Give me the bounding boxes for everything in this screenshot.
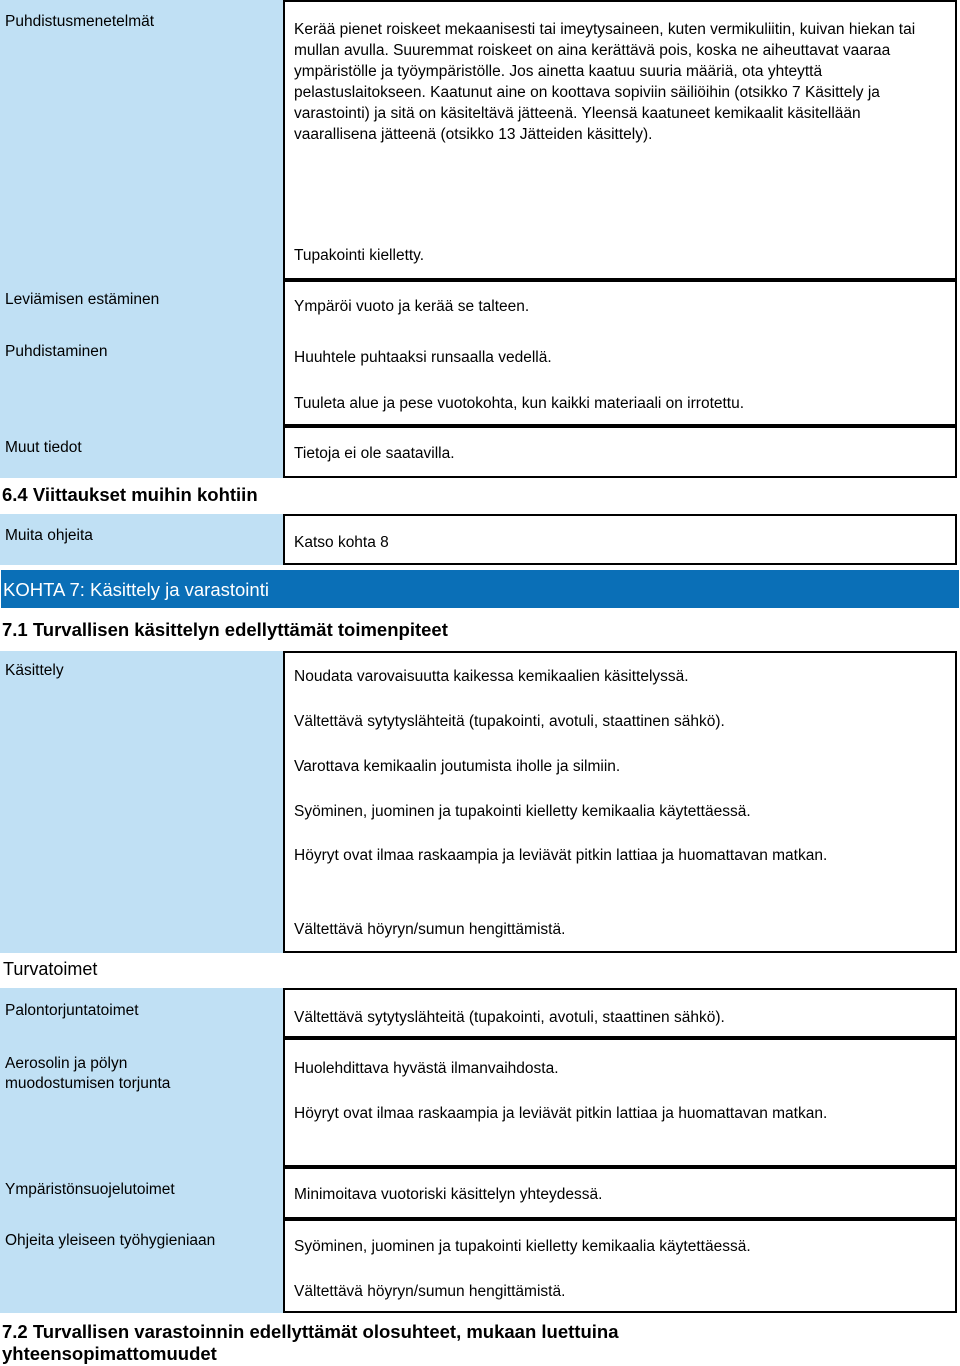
cleaning-text-1: Huuhtele puhtaaksi runsaalla vedellä. [294, 349, 552, 366]
section-7-2-heading: 7.2 Turvallisen varastoinnin edellyttämät olosuhteet, mukaan luettuina yhteensopimattomuudet [2, 1321, 619, 1364]
handling-item: Höyryt ovat ilmaa raskaampia ja leviävät pitkin lattiaa ja huomattavan matkan. [294, 847, 828, 864]
handling-item: Syöminen, juominen ja tupakointi kielletty kemikaalia käytettäessä. [294, 803, 751, 820]
no-smoking-text: Tupakointi kielletty. [294, 247, 425, 264]
other-info-label-cell [0, 426, 283, 478]
aerosol-label: Aerosolin ja pölyn muodostumisen torjunta [5, 1055, 171, 1092]
protective-measures-heading: Turvatoimet [3, 959, 98, 979]
containment-text: Ympäröi vuoto ja kerää se talteen. [294, 298, 530, 315]
fire-label: Palontorjuntatoimet [5, 1002, 139, 1019]
hygiene-text-2: Vältettävä höyryn/sumun hengittämistä. [294, 1283, 566, 1300]
hygiene-label: Ohjeita yleiseen työhygieniaan [5, 1232, 216, 1249]
cleanup-methods-label: Puhdistusmenetelmät [5, 13, 155, 30]
section-7-title: KOHTA 7: Käsittely ja varastointi [3, 579, 269, 600]
handling-item: Noudata varovaisuutta kaikessa kemikaalien käsittelyssä. [294, 668, 689, 685]
hygiene-text-1: Syöminen, juominen ja tupakointi kielletty kemikaalia käytettäessä. [294, 1238, 751, 1255]
other-info-label: Muut tiedot [5, 439, 82, 456]
fire-text: Vältettävä sytytyslähteitä (tupakointi, avotuli, staattinen sähkö). [294, 1009, 725, 1026]
cleaning-text-2: Tuuleta alue ja pese vuotokohta, kun kaikki materiaali on irrotettu. [294, 395, 745, 412]
other-instructions-label-cell [0, 514, 283, 565]
environment-text: Minimoitava vuotoriski käsittelyn yhteydessä. [294, 1186, 603, 1203]
handling-item: Varottava kemikaalin joutumista iholle ja silmiin. [294, 758, 621, 775]
handling-label-cell [0, 651, 283, 953]
cleaning-label: Puhdistaminen [5, 343, 108, 360]
section-7-1-heading: 7.1 Turvallisen käsittelyn edellyttämät toimenpiteet [2, 619, 448, 640]
aerosol-label-cell [0, 1038, 283, 1167]
other-info-text: Tietoja ei ole saatavilla. [294, 445, 455, 462]
hygiene-label-cell [0, 1219, 283, 1313]
section-7-title-bar [0, 569, 960, 609]
containment-label: Leviämisen estäminen [5, 291, 160, 308]
cleanup-methods-text: Kerää pienet roiskeet mekaanisesti tai imeytysaineen, kuten vermikuliitin, kuivan hiekan tai mullan avulla. Suuremmat roiskeet on aina kerättävä pois, koska ne aiheuttavat vaaraa ympäristölle ja työympäristölle. Jos ainetta kaatuu suuria määriä, ota yhteyttä pelastuslaitokseen. Kaatunut aine on koottava sopiviin säiliöihin (otsikko 7 Käsittely ja varastointi) ja sitä on käsiteltävä jätteenä. Yleensä kaatuneet kemikaalit käsitellään vaarallisena jätteenä (otsikko 13 Jätteiden käsittely). [294, 21, 916, 143]
handling-item: Vältettävä sytytyslähteitä (tupakointi, avotuli, staattinen sähkö). [294, 713, 725, 730]
aerosol-text-1: Huolehdittava hyvästä ilmanvaihdosta. [294, 1060, 559, 1077]
environment-label: Ympäristönsuojelutoimet [5, 1181, 175, 1198]
other-instructions-text: Katso kohta 8 [294, 534, 389, 551]
section-6-4-heading: 6.4 Viittaukset muihin kohtiin [2, 484, 258, 505]
handling-item: Vältettävä höyryn/sumun hengittämistä. [294, 921, 566, 938]
other-instructions-label: Muita ohjeita [5, 527, 93, 544]
fire-label-cell [0, 988, 283, 1038]
handling-label: Käsittely [5, 662, 64, 679]
aerosol-text-2: Höyryt ovat ilmaa raskaampia ja leviävät pitkin lattiaa ja huomattavan matkan. [294, 1105, 828, 1122]
cleanup-methods-label-cell [0, 0, 283, 280]
environment-label-cell [0, 1167, 283, 1219]
